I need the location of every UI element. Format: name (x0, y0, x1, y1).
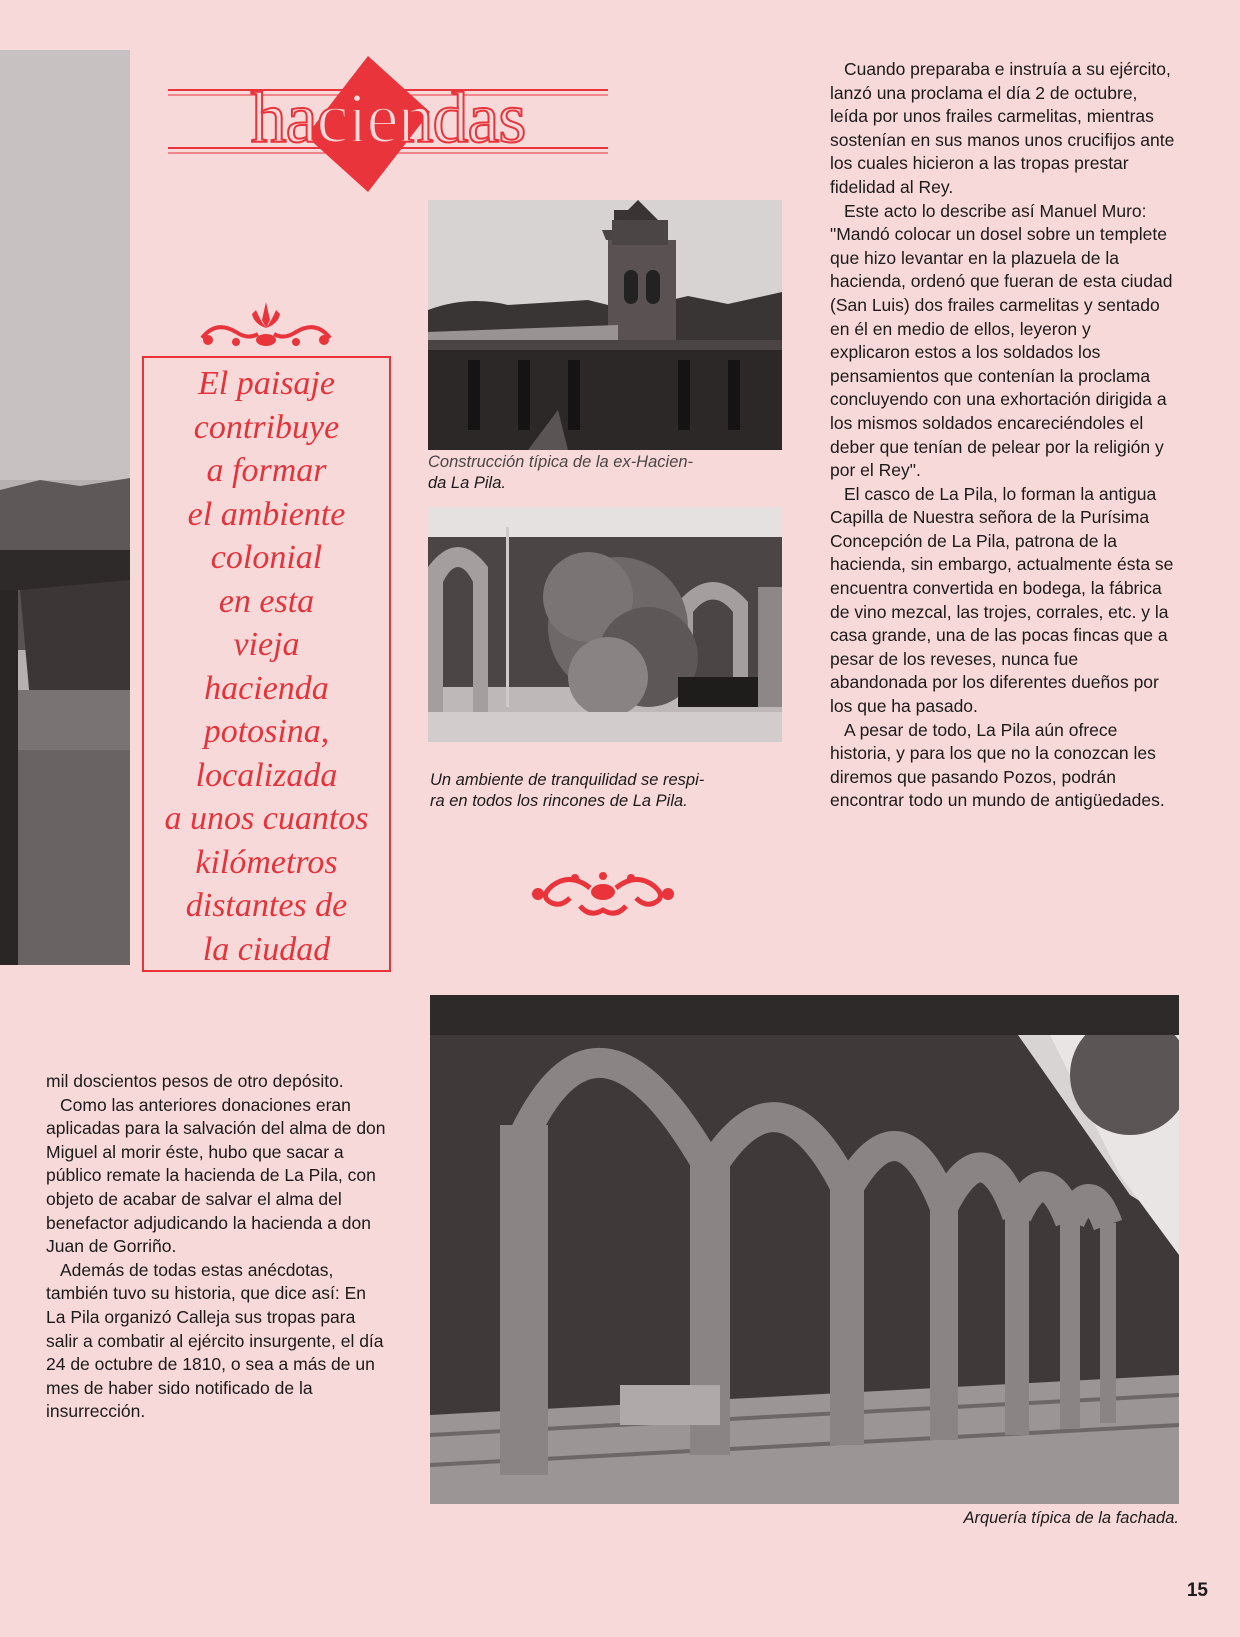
left-edge-photo (0, 50, 130, 965)
body-paragraph: El casco de La Pila, lo forman la antigua Capilla de Nuestra señora de la Purísima Concepción de La Pila, patrona de la hacienda, sin embargo, actualmente ésta se encuentra convertida en bodega, la fábrica de vino mezcal, las trojes, corrales, etc. y la casa grande, una de las pocas fincas que a pesar de los reveses, nunca fue abandonada por los diferentes dueños por los que ha pasado. (830, 483, 1174, 717)
caption-photo1-line1: Construcción típica de la ex-Hacien- (428, 453, 694, 471)
body-paragraph: A pesar de todo, La Pila aún ofrece historia, y para los que no la conozcan les diremos que pasando Pozos, podrán encontrar todo un mundo de antigüedades. (830, 719, 1165, 811)
body-paragraph: Como las anteriores donaciones eran aplicadas para la salvación del alma de don Miguel al morir éste, hubo que sacar a público remate la hacienda de La Pila, con objeto de acabar de salvar el alma del benefactor adjudicando la hacienda a don Juan de Gorriño. (46, 1094, 386, 1257)
pull-quote-line: localizada (195, 756, 338, 794)
pull-quote-line: contribuye (193, 408, 340, 446)
left-column-text (46, 1070, 386, 1424)
pull-quote-line: kilómetros (195, 843, 338, 881)
pull-quote-line: en esta (218, 582, 315, 620)
pull-quote-line: la ciudad (202, 930, 331, 968)
body-paragraph: Cuando preparaba e instruía a su ejército, lanzó una proclama el día 2 de octubre, leída por unos frailes carmelitas, mientras sostenían en sus manos unos crucifijos ante los cuales hicieron a las tropas prestar fidelidad al Rey. (830, 59, 1175, 197)
caption-photo3-text: Arquería típica de la fachada. (963, 1509, 1179, 1527)
photo-hacienda-tower (428, 200, 782, 450)
pull-quote-line: hacienda (204, 669, 329, 707)
pull-quote-line: distantes de (185, 887, 348, 924)
pull-quote-line: colonial (210, 539, 323, 576)
photo-arcade-facade (430, 995, 1179, 1504)
section-logo-text: haciendas (250, 78, 526, 158)
caption-photo3 (430, 1508, 1179, 1529)
caption-photo1 (428, 452, 784, 494)
body-paragraph: mil doscientos pesos de otro depósito. (46, 1071, 344, 1091)
body-paragraph: Además de todas estas anécdotas, también tuvo su historia, que dice así: En La Pila organizó Calleja sus tropas para salir a combatir al ejército insurgente, el día 24 de octubre de 1810, o sea a más de un mes de haber sido notificado de la insurrección. (46, 1259, 384, 1422)
pull-quote-box (142, 356, 391, 972)
body-paragraph: Este acto lo describe así Manuel Muro: "Mandó colocar un dosel sobre un templete que hizo levantar en la plazuela de la hacienda, ordenó que fueran de esta ciudad (San Luis) dos frailes carmelitas y sentado en él en medio de ellos, leyeron y explicaron estos a los soldados los pensamientos que contenían la proclama concluyendo con una exhortación dirigida a los mismos soldados encareciéndoles el deber que tenían de pelear por la religión y por el Rey". (830, 200, 1173, 481)
page-number: 15 (1186, 1580, 1208, 1601)
pull-quote-line: El paisaje (198, 365, 335, 402)
right-column-text (830, 58, 1175, 813)
caption-photo1-line2: da La Pila. (428, 474, 506, 492)
section-logo (168, 52, 608, 197)
caption-photo2-line1: Un ambiente de tranquilidad se respi- (430, 771, 705, 789)
photo-courtyard (428, 507, 782, 742)
pull-quote-line: el ambiente (187, 495, 346, 533)
caption-photo2 (430, 770, 786, 812)
pull-quote-line: vieja (233, 626, 300, 663)
ornament-flourish-top (196, 298, 336, 350)
ornament-flourish-middle (530, 870, 676, 920)
caption-photo2-line2: ra en todos los rincones de La Pila. (430, 792, 688, 810)
pull-quote-line: a unos cuantos (164, 800, 369, 837)
pull-quote-line: a formar (206, 452, 327, 489)
pull-quote-line: potosina, (203, 713, 330, 750)
